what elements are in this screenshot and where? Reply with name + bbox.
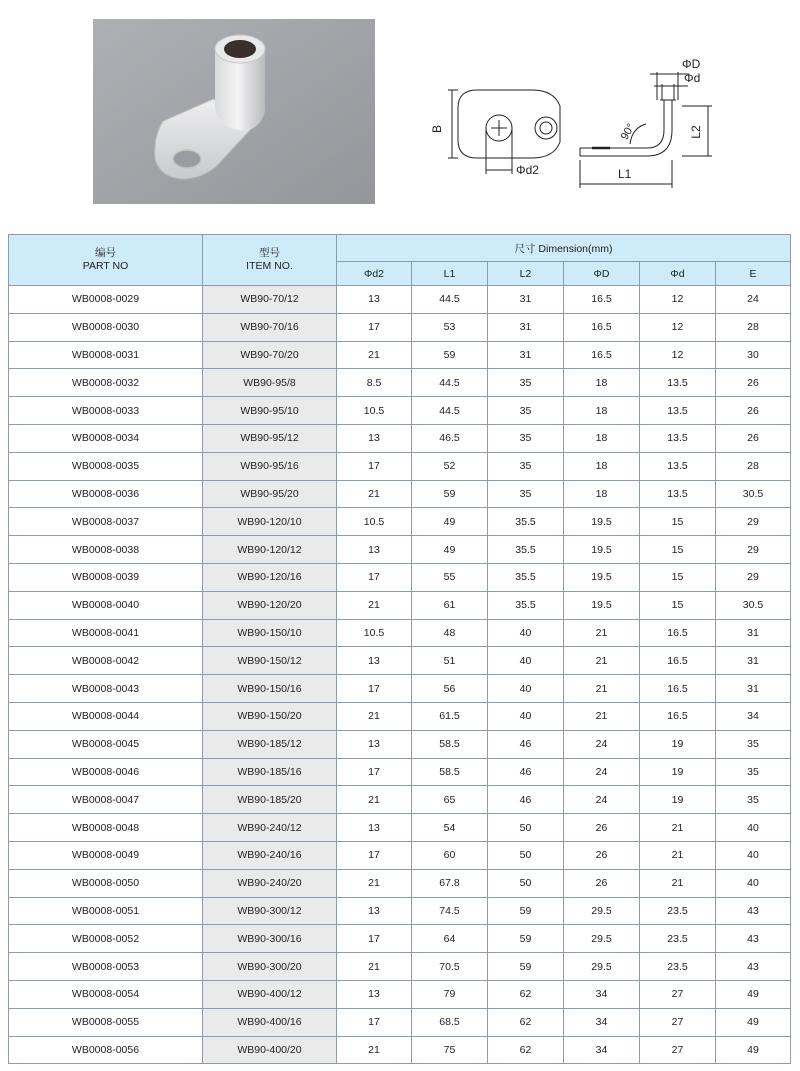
cell-phi-D: 18	[564, 424, 640, 452]
cell-e: 24	[716, 286, 791, 314]
cell-l2: 46	[488, 730, 564, 758]
cell-l2: 40	[488, 702, 564, 730]
header-dim-phi-D: ΦD	[564, 262, 640, 286]
cell-phi-D: 26	[564, 814, 640, 842]
cell-item-no: WB90-120/16	[203, 563, 337, 591]
cell-part-no: WB0008-0049	[9, 841, 203, 869]
cell-phi-d: 19	[640, 786, 716, 814]
header-part-no-en: PART NO	[82, 260, 129, 272]
cell-phi-d: 15	[640, 536, 716, 564]
cell-phi-D: 29.5	[564, 925, 640, 953]
cell-item-no: WB90-150/10	[203, 619, 337, 647]
dim-label-angle: 90°	[618, 121, 638, 143]
header-dim-phi-d: Φd	[640, 262, 716, 286]
cell-l1: 59	[412, 341, 488, 369]
cell-item-no: WB90-120/10	[203, 508, 337, 536]
cell-e: 35	[716, 730, 791, 758]
header-dim-e: E	[716, 262, 791, 286]
header-dimension: 尺寸 Dimension(mm)	[337, 235, 791, 262]
header-part-no	[9, 235, 203, 286]
cell-item-no: WB90-400/20	[203, 1036, 337, 1064]
table-row	[9, 1036, 791, 1064]
cell-l1: 70.5	[412, 953, 488, 981]
cell-e: 30	[716, 341, 791, 369]
cell-l2: 35.5	[488, 508, 564, 536]
table-row	[9, 647, 791, 675]
cell-phi-d2: 17	[337, 313, 412, 341]
header-item-no-cn: 型号	[259, 247, 280, 259]
dim-label-l2: L2	[689, 125, 703, 139]
cell-e: 30.5	[716, 480, 791, 508]
cell-l2: 59	[488, 953, 564, 981]
cell-e: 34	[716, 702, 791, 730]
cell-l2: 35	[488, 480, 564, 508]
cell-phi-d: 27	[640, 980, 716, 1008]
cell-phi-d2: 21	[337, 480, 412, 508]
cell-l2: 35	[488, 424, 564, 452]
cell-phi-D: 19.5	[564, 508, 640, 536]
cell-phi-d: 16.5	[640, 702, 716, 730]
header-part-no-cn: 编号	[95, 247, 116, 259]
cell-phi-D: 34	[564, 980, 640, 1008]
cell-l1: 65	[412, 786, 488, 814]
cell-item-no: WB90-95/8	[203, 369, 337, 397]
cell-part-no: WB0008-0048	[9, 814, 203, 842]
cell-phi-d: 13.5	[640, 424, 716, 452]
table-row	[9, 424, 791, 452]
cell-l2: 40	[488, 675, 564, 703]
cell-e: 49	[716, 980, 791, 1008]
cell-part-no: WB0008-0031	[9, 341, 203, 369]
cell-l2: 35.5	[488, 536, 564, 564]
table-row	[9, 841, 791, 869]
cell-phi-D: 18	[564, 397, 640, 425]
cell-phi-D: 16.5	[564, 341, 640, 369]
cell-item-no: WB90-240/20	[203, 869, 337, 897]
cell-e: 40	[716, 814, 791, 842]
table-row	[9, 508, 791, 536]
cell-phi-d2: 21	[337, 702, 412, 730]
cell-l1: 74.5	[412, 897, 488, 925]
dim-label-l1: L1	[618, 167, 632, 181]
cell-e: 26	[716, 397, 791, 425]
cell-item-no: WB90-185/20	[203, 786, 337, 814]
cell-l2: 46	[488, 758, 564, 786]
cell-phi-D: 21	[564, 619, 640, 647]
cell-phi-d2: 17	[337, 925, 412, 953]
cell-l2: 35	[488, 397, 564, 425]
cell-l2: 46	[488, 786, 564, 814]
cell-l1: 58.5	[412, 758, 488, 786]
cell-phi-D: 19.5	[564, 536, 640, 564]
cell-l2: 62	[488, 980, 564, 1008]
cell-l2: 62	[488, 1008, 564, 1036]
cell-l2: 50	[488, 869, 564, 897]
cell-l2: 40	[488, 619, 564, 647]
cell-item-no: WB90-120/12	[203, 536, 337, 564]
cell-phi-D: 24	[564, 786, 640, 814]
cell-phi-d2: 21	[337, 591, 412, 619]
cell-part-no: WB0008-0037	[9, 508, 203, 536]
cell-phi-d: 13.5	[640, 452, 716, 480]
cell-e: 26	[716, 424, 791, 452]
cell-phi-d: 13.5	[640, 397, 716, 425]
dim-label-b: B	[430, 124, 444, 134]
cell-item-no: WB90-150/12	[203, 647, 337, 675]
cell-phi-d2: 17	[337, 1008, 412, 1036]
cell-item-no: WB90-240/12	[203, 814, 337, 842]
cell-part-no: WB0008-0029	[9, 286, 203, 314]
cell-phi-D: 21	[564, 647, 640, 675]
cell-part-no: WB0008-0050	[9, 869, 203, 897]
cell-part-no: WB0008-0030	[9, 313, 203, 341]
cell-item-no: WB90-70/16	[203, 313, 337, 341]
cell-phi-d2: 17	[337, 452, 412, 480]
cell-l1: 52	[412, 452, 488, 480]
cell-phi-D: 34	[564, 1036, 640, 1064]
cell-part-no: WB0008-0043	[9, 675, 203, 703]
cell-phi-D: 18	[564, 452, 640, 480]
cell-phi-d2: 21	[337, 1036, 412, 1064]
barrel-outer	[535, 117, 557, 139]
cell-e: 49	[716, 1036, 791, 1064]
cell-e: 40	[716, 841, 791, 869]
cell-part-no: WB0008-0045	[9, 730, 203, 758]
cell-l1: 44.5	[412, 397, 488, 425]
cell-part-no: WB0008-0035	[9, 452, 203, 480]
spec-table	[8, 234, 791, 1064]
cell-l2: 31	[488, 313, 564, 341]
table-row	[9, 591, 791, 619]
cell-part-no: WB0008-0033	[9, 397, 203, 425]
cell-l2: 59	[488, 897, 564, 925]
cell-l1: 46.5	[412, 424, 488, 452]
cell-phi-d2: 21	[337, 341, 412, 369]
cell-item-no: WB90-95/12	[203, 424, 337, 452]
cell-phi-D: 29.5	[564, 953, 640, 981]
cell-phi-d: 15	[640, 508, 716, 536]
cell-e: 49	[716, 1008, 791, 1036]
cell-phi-d2: 21	[337, 869, 412, 897]
cell-phi-d: 27	[640, 1036, 716, 1064]
cell-phi-D: 34	[564, 1008, 640, 1036]
cell-phi-d2: 17	[337, 758, 412, 786]
cell-l1: 58.5	[412, 730, 488, 758]
cell-part-no: WB0008-0032	[9, 369, 203, 397]
cell-l1: 54	[412, 814, 488, 842]
cell-part-no: WB0008-0040	[9, 591, 203, 619]
lug-top-view-outline	[458, 90, 560, 158]
cell-phi-d2: 13	[337, 814, 412, 842]
cell-phi-d: 16.5	[640, 675, 716, 703]
cell-phi-d: 23.5	[640, 953, 716, 981]
cell-l1: 44.5	[412, 286, 488, 314]
dimension-diagram	[432, 50, 722, 200]
cell-part-no: WB0008-0041	[9, 619, 203, 647]
cell-e: 35	[716, 786, 791, 814]
table-row	[9, 536, 791, 564]
cell-item-no: WB90-185/16	[203, 758, 337, 786]
cell-l1: 75	[412, 1036, 488, 1064]
cell-l1: 49	[412, 536, 488, 564]
table-row	[9, 786, 791, 814]
cell-phi-d: 12	[640, 286, 716, 314]
table-row	[9, 980, 791, 1008]
cell-item-no: WB90-95/10	[203, 397, 337, 425]
cell-phi-d2: 8.5	[337, 369, 412, 397]
cell-phi-D: 21	[564, 675, 640, 703]
table-row	[9, 897, 791, 925]
cell-e: 31	[716, 647, 791, 675]
cell-item-no: WB90-300/20	[203, 953, 337, 981]
cell-item-no: WB90-400/12	[203, 980, 337, 1008]
cell-phi-d2: 21	[337, 953, 412, 981]
cell-item-no: WB90-240/16	[203, 841, 337, 869]
cell-e: 29	[716, 563, 791, 591]
cell-phi-D: 16.5	[564, 313, 640, 341]
cell-phi-D: 29.5	[564, 897, 640, 925]
table-row	[9, 1008, 791, 1036]
cell-part-no: WB0008-0044	[9, 702, 203, 730]
table-row	[9, 313, 791, 341]
cell-e: 29	[716, 508, 791, 536]
cell-item-no: WB90-120/20	[203, 591, 337, 619]
cell-l2: 35	[488, 369, 564, 397]
table-row	[9, 758, 791, 786]
cell-phi-d: 23.5	[640, 925, 716, 953]
header-dim-l2: L2	[488, 262, 564, 286]
cell-item-no: WB90-150/20	[203, 702, 337, 730]
cell-e: 30.5	[716, 591, 791, 619]
cell-l1: 44.5	[412, 369, 488, 397]
cell-item-no: WB90-95/16	[203, 452, 337, 480]
cell-l2: 50	[488, 841, 564, 869]
table-row	[9, 730, 791, 758]
table-row	[9, 286, 791, 314]
table-row	[9, 563, 791, 591]
cell-l1: 67.8	[412, 869, 488, 897]
cell-phi-d2: 13	[337, 897, 412, 925]
cell-phi-d: 21	[640, 869, 716, 897]
cell-l2: 35.5	[488, 591, 564, 619]
cell-item-no: WB90-70/20	[203, 341, 337, 369]
table-row	[9, 814, 791, 842]
cell-phi-d: 21	[640, 814, 716, 842]
cell-part-no: WB0008-0034	[9, 424, 203, 452]
cell-e: 31	[716, 675, 791, 703]
table-row	[9, 702, 791, 730]
table-row	[9, 925, 791, 953]
cell-part-no: WB0008-0055	[9, 1008, 203, 1036]
cell-phi-d: 16.5	[640, 619, 716, 647]
cell-l1: 61	[412, 591, 488, 619]
cell-e: 31	[716, 619, 791, 647]
header-item-no	[203, 235, 337, 286]
cell-phi-d: 15	[640, 563, 716, 591]
cell-phi-D: 19.5	[564, 563, 640, 591]
cell-e: 43	[716, 925, 791, 953]
cell-phi-d: 12	[640, 341, 716, 369]
cell-part-no: WB0008-0046	[9, 758, 203, 786]
cell-l1: 61.5	[412, 702, 488, 730]
table-row	[9, 953, 791, 981]
cell-part-no: WB0008-0052	[9, 925, 203, 953]
cell-l2: 40	[488, 647, 564, 675]
cell-phi-D: 26	[564, 841, 640, 869]
cell-phi-d2: 13	[337, 286, 412, 314]
cell-e: 43	[716, 897, 791, 925]
cell-phi-d: 12	[640, 313, 716, 341]
cell-phi-D: 26	[564, 869, 640, 897]
table-row	[9, 341, 791, 369]
cell-l1: 55	[412, 563, 488, 591]
table-row	[9, 869, 791, 897]
cell-item-no: WB90-150/16	[203, 675, 337, 703]
cell-phi-d2: 13	[337, 536, 412, 564]
cell-phi-D: 24	[564, 730, 640, 758]
dimension-drawing	[432, 50, 722, 200]
dim-label-phi-d2: Φd2	[516, 163, 539, 177]
cell-phi-d2: 13	[337, 980, 412, 1008]
cell-part-no: WB0008-0053	[9, 953, 203, 981]
barrel-inner	[540, 122, 552, 134]
cell-l2: 62	[488, 1036, 564, 1064]
spec-table-body	[9, 286, 791, 1064]
cell-l1: 60	[412, 841, 488, 869]
cell-phi-d: 23.5	[640, 897, 716, 925]
cell-phi-d: 15	[640, 591, 716, 619]
cell-phi-D: 18	[564, 480, 640, 508]
cell-phi-d2: 17	[337, 675, 412, 703]
cell-l1: 68.5	[412, 1008, 488, 1036]
table-row	[9, 675, 791, 703]
cell-phi-d: 13.5	[640, 369, 716, 397]
cell-phi-D: 21	[564, 702, 640, 730]
cell-l2: 50	[488, 814, 564, 842]
cell-e: 43	[716, 953, 791, 981]
cell-phi-d2: 10.5	[337, 397, 412, 425]
cell-item-no: WB90-70/12	[203, 286, 337, 314]
cell-phi-d: 16.5	[640, 647, 716, 675]
cell-phi-D: 18	[564, 369, 640, 397]
cell-l1: 51	[412, 647, 488, 675]
cell-phi-d2: 10.5	[337, 508, 412, 536]
cell-phi-d: 19	[640, 758, 716, 786]
cell-l2: 35.5	[488, 563, 564, 591]
cell-phi-d2: 13	[337, 730, 412, 758]
cell-part-no: WB0008-0042	[9, 647, 203, 675]
cell-phi-d2: 10.5	[337, 619, 412, 647]
cell-l1: 49	[412, 508, 488, 536]
cell-item-no: WB90-185/12	[203, 730, 337, 758]
cell-e: 29	[716, 536, 791, 564]
cell-phi-d2: 17	[337, 841, 412, 869]
cell-e: 40	[716, 869, 791, 897]
cell-l2: 31	[488, 286, 564, 314]
cell-e: 28	[716, 452, 791, 480]
cell-phi-d2: 13	[337, 647, 412, 675]
cell-l1: 59	[412, 480, 488, 508]
cell-l2: 59	[488, 925, 564, 953]
cell-item-no: WB90-95/20	[203, 480, 337, 508]
cell-e: 26	[716, 369, 791, 397]
table-row	[9, 619, 791, 647]
cell-phi-d: 13.5	[640, 480, 716, 508]
cell-phi-D: 16.5	[564, 286, 640, 314]
product-photo	[93, 19, 375, 204]
cell-part-no: WB0008-0036	[9, 480, 203, 508]
cell-phi-d: 27	[640, 1008, 716, 1036]
cell-part-no: WB0008-0039	[9, 563, 203, 591]
table-row	[9, 452, 791, 480]
table-row	[9, 369, 791, 397]
cable-lug-image	[93, 19, 375, 204]
header-dim-phi-d2: Φd2	[337, 262, 412, 286]
cell-l1: 53	[412, 313, 488, 341]
cell-part-no: WB0008-0047	[9, 786, 203, 814]
cell-part-no: WB0008-0054	[9, 980, 203, 1008]
cell-phi-d2: 13	[337, 424, 412, 452]
cell-item-no: WB90-300/16	[203, 925, 337, 953]
cell-phi-d2: 21	[337, 786, 412, 814]
cell-part-no: WB0008-0056	[9, 1036, 203, 1064]
dim-label-phi-d: Φd	[684, 71, 701, 85]
table-row	[9, 397, 791, 425]
cell-l1: 48	[412, 619, 488, 647]
cell-phi-d2: 17	[337, 563, 412, 591]
cell-item-no: WB90-300/12	[203, 897, 337, 925]
cell-l1: 79	[412, 980, 488, 1008]
cell-phi-D: 24	[564, 758, 640, 786]
cell-l1: 56	[412, 675, 488, 703]
cell-phi-D: 19.5	[564, 591, 640, 619]
cell-e: 35	[716, 758, 791, 786]
cell-l1: 64	[412, 925, 488, 953]
dim-label-phi-D: ΦD	[682, 57, 701, 71]
header-dim-l1: L1	[412, 262, 488, 286]
cell-phi-d: 19	[640, 730, 716, 758]
cell-item-no: WB90-400/16	[203, 1008, 337, 1036]
table-row	[9, 480, 791, 508]
cell-l2: 31	[488, 341, 564, 369]
cell-part-no: WB0008-0051	[9, 897, 203, 925]
cell-part-no: WB0008-0038	[9, 536, 203, 564]
cell-e: 28	[716, 313, 791, 341]
cell-l2: 35	[488, 452, 564, 480]
cell-phi-d: 21	[640, 841, 716, 869]
header-item-no-en: ITEM NO.	[246, 260, 293, 272]
